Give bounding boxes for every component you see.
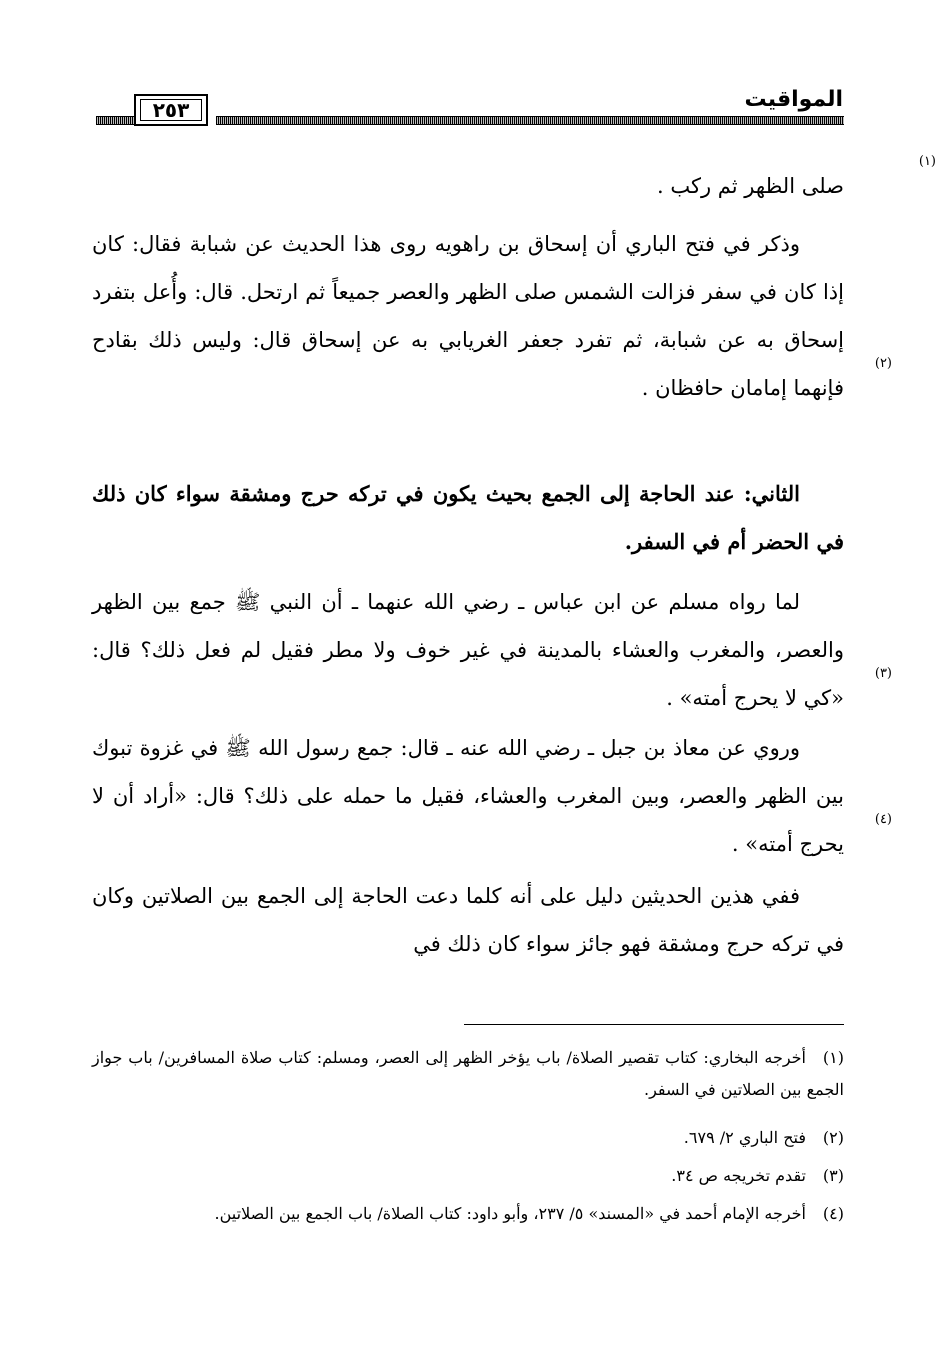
footnote-number: (١) — [822, 1048, 845, 1067]
paragraph-end: . — [666, 686, 680, 710]
footnote-text: فتح الباري ٢/ ٦٧٩. — [683, 1128, 806, 1147]
footnote-separator — [464, 1024, 844, 1025]
footnote-text: أخرجه البخاري: كتاب تقصير الصلاة/ باب يؤخر الظهر إلى العصر، ومسلم: كتاب صلاة المسافرين/ باب جواز الجمع بين الصلاتين في السفر. — [92, 1048, 844, 1099]
paragraph-muadh: وروي عن معاذ بن جبل ـ رضي الله عنه ـ قال: جمع رسول الله ﷺ في غزوة تبوك بين الظهر والعصر، وبين المغرب والعشاء، فقيل ما حمله على ذلك؟ قال: «أراد أن لا يحرج أمته» (٤) . — [92, 736, 892, 856]
footnote-number: (٢) — [822, 1128, 844, 1147]
paragraph-end: . — [641, 376, 656, 400]
paragraph-end: . — [731, 832, 746, 856]
paragraph-text: وذكر في فتح الباري أن إسحاق بن راهويه روى هذا الحديث عن شبابة فقال: كان إذا كان في سفر فزالت الشمس صلى الظهر والعصر جميعاً ثم ارتحل. قال: وأُعل بتفرد إسحاق به عن شبابة، ثم تفرد جعفر الغريابي به عن إسحاق قال: وليس ذلك بقادح فإنهما إمامان حافظان — [92, 232, 844, 400]
heading-text: الثاني: عند الحاجة إلى الجمع بحيث يكون في تركه حرج ومشقة سواء كان ذلك في الحضر أم في السفر. — [92, 481, 844, 554]
page-number-text: ٢٥٣ — [152, 98, 190, 122]
paragraph-text: ففي هذين الحديثين دليل على أنه كلما دعت الحاجة إلى الجمع بين الصلاتين وكان في تركه حرج ومشقة فهو جائز سواء كان ذلك في — [92, 884, 844, 956]
paragraph-continuation: صلى الظهر ثم ركب (١) . — [657, 154, 936, 198]
footnote-number: (٣) — [822, 1166, 844, 1185]
paragraph-fath-albari: وذكر في فتح الباري أن إسحاق بن راهويه روى هذا الحديث عن شبابة فقال: كان إذا كان في سفر فزالت الشمس صلى الظهر والعصر جميعاً ثم ارتحل. قال: وأُعل بتفرد إسحاق به عن شبابة، ثم تفرد جعفر الغريابي به عن إسحاق قال: وليس ذلك بقادح فإنهما إمامان حافظان (٢) . — [92, 232, 892, 400]
running-title: المواقيت — [744, 87, 843, 112]
footnote-1 — [92, 1042, 844, 1106]
paragraph-text: صلى الظهر ثم ركب — [670, 174, 844, 198]
footnote-text: تقدم تخريجه ص ٣٤. — [671, 1166, 806, 1185]
footnote-text: أخرجه الإمام أحمد في «المسند» ٥/ ٢٣٧، وأبو داود: كتاب الصلاة/ باب الجمع بين الصلاتين. — [214, 1204, 806, 1223]
footnote-number: (٤) — [822, 1204, 844, 1223]
paragraph-conclusion — [92, 872, 844, 968]
paragraph-text: وروي عن معاذ بن جبل ـ رضي الله عنه ـ قال: جمع رسول الله ﷺ في غزوة تبوك بين الظهر والعصر، وبين المغرب والعشاء، فقيل ما حمله على ذلك؟ قال: «أراد أن لا يحرج أمته» — [92, 736, 844, 856]
footnote-4 — [92, 1198, 844, 1230]
footnote-3 — [92, 1160, 844, 1192]
section-heading-second — [92, 470, 844, 566]
paragraph-text: لما رواه مسلم عن ابن عباس ـ رضي الله عنهما ـ أن النبي ﷺ جمع بين الظهر والعصر، والمغرب والعشاء بالمدينة في غير خوف ولا مطر فقيل لم فعل ذلك؟ قال: «كي لا يحرج أمته» — [92, 590, 844, 710]
paragraph-ibn-abbas: لما رواه مسلم عن ابن عباس ـ رضي الله عنهما ـ أن النبي ﷺ جمع بين الظهر والعصر، والمغرب والعشاء بالمدينة في غير خوف ولا مطر فقيل لم فعل ذلك؟ قال: «كي لا يحرج أمته» (٣) . — [92, 590, 892, 710]
paragraph-end: . — [657, 174, 671, 198]
page-number — [134, 94, 208, 126]
footnote-2 — [92, 1122, 844, 1154]
